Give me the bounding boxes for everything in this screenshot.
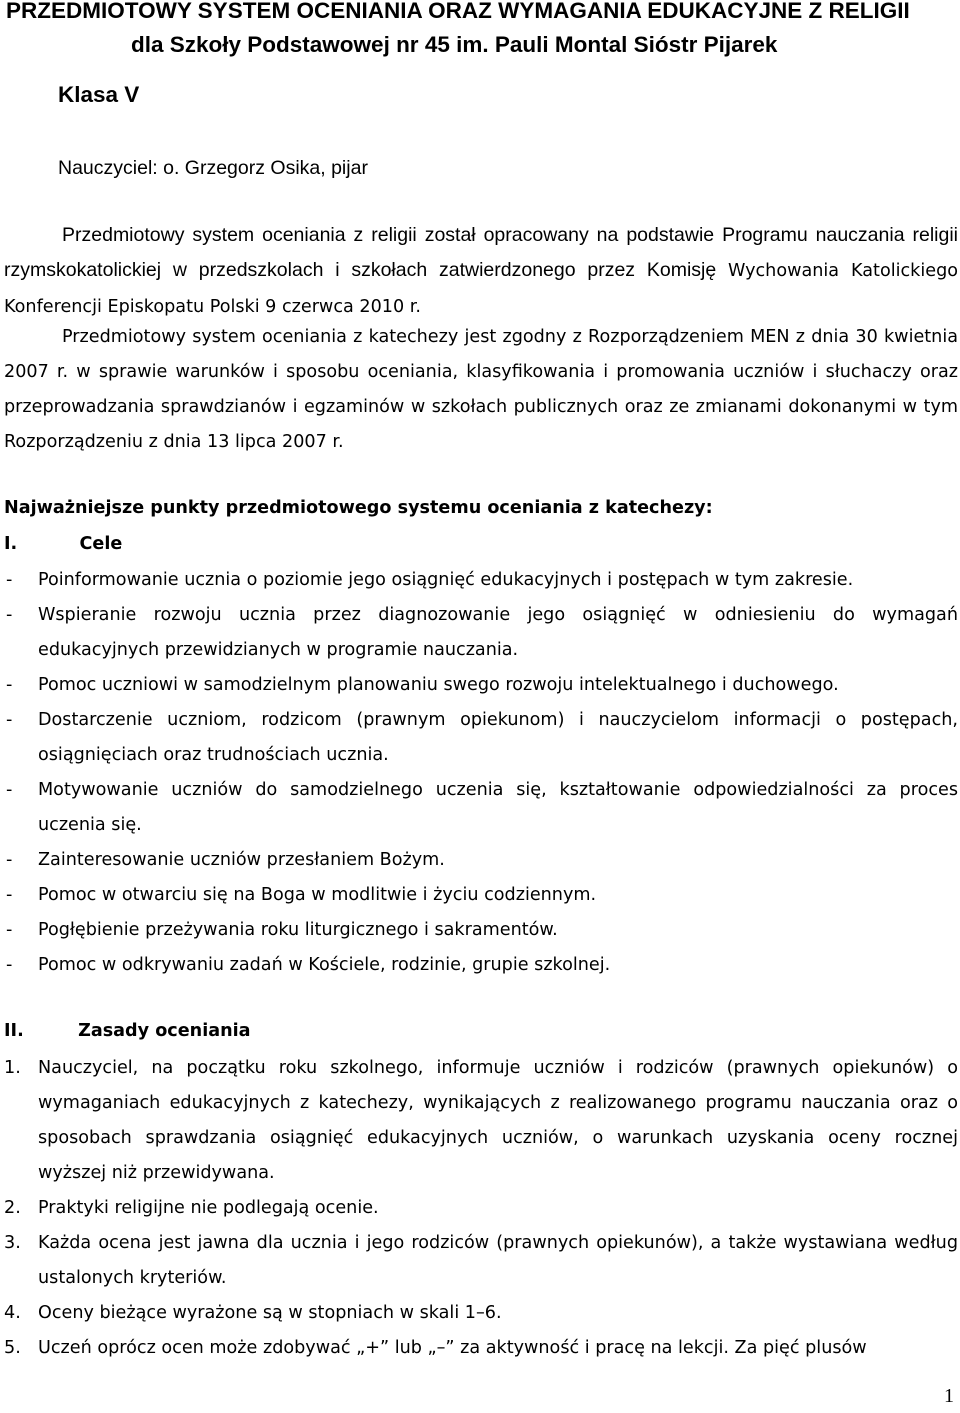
list-item: 5. Uczeń oprócz ocen może zdobywać „+” lub „–” za aktywność i pracę na lekcji. Za pięć plusów: [4, 1338, 867, 1358]
list-item: - Wspieranie rozwoju ucznia przez diagnozowanie jego osiągnięć w odniesieniu do wymagań edukacyjnych przewidzianych w programie nauczania.: [0, 598, 958, 668]
bullet-dash: -: [6, 675, 13, 695]
bullet-dash: -: [6, 850, 13, 870]
intro-paragraph-1: [4, 218, 958, 325]
list-item: - Motywowanie uczniów do samodzielnego uczenia się, kształtowanie odpowiedzialności za proces uczenia się.: [0, 773, 958, 843]
list-item: - Pogłębienie przeżywania roku liturgicznego i sakramentów.: [0, 913, 958, 948]
section-2-title: Zasady oceniania: [78, 1021, 251, 1041]
bullet-dash: -: [6, 885, 13, 905]
list-item: - Pomoc uczniowi w samodzielnym planowaniu swego rozwoju intelektualnego i duchowego.: [0, 668, 958, 703]
goals-list: [0, 563, 958, 983]
list-item: 3. Każda ocena jest jawna dla ucznia i jego rodziców (prawnych opiekunów), a także wystawiana według ustalonych kryteriów.: [4, 1233, 958, 1288]
intro-paragraph-2: Przedmiotowy system oceniania z katechezy jest zgodny z Rozporządzeniem MEN z dnia 30 kwietnia 2007 r. w sprawie warunków i sposobu oceniania, klasyfikowania i promowania uczniów i słuchaczy oraz przeprowadzania sprawdzianów i egzaminów w szkołach publicznych oraz ze zmianami dokonanymi w tym Rozporządzeniu z dnia 13 lipca 2007 r.: [4, 327, 958, 452]
class-label: Klasa V: [58, 82, 140, 107]
list-item: - Pomoc w odkrywaniu zadań w Kościele, rodzinie, grupie szkolnej.: [0, 948, 958, 983]
section-1-heading: [4, 534, 122, 554]
list-item: - Zainteresowanie uczniów przesłaniem Bożym.: [0, 843, 958, 878]
list-item: 2. Praktyki religijne nie podlegają ocenie.: [4, 1198, 379, 1218]
list-item: 4. Oceny bieżące wyrażone są w stopniach w skali 1–6.: [4, 1303, 502, 1323]
list-item: - Pomoc w otwarciu się na Boga w modlitwie i życiu codziennym.: [0, 878, 958, 913]
section-2-number: II.: [4, 1021, 24, 1041]
bullet-dash: -: [6, 955, 13, 975]
section-heading: Najważniejsze punkty przedmiotowego systemu oceniania z katechezy:: [4, 498, 713, 518]
section-1-title: Cele: [79, 534, 123, 554]
bullet-dash: -: [6, 605, 13, 625]
section-2-heading: [4, 1021, 251, 1041]
page-number: 1: [944, 1385, 954, 1407]
bullet-dash: -: [6, 710, 13, 730]
document-title: PRZEDMIOTOWY SYSTEM OCENIANIA ORAZ WYMAGANIA EDUKACYJNE Z RELIGII: [6, 0, 910, 23]
intro-paragraph-1-start: Przedmiotowy system oceniania z religii został opracowany na podstawie Programu nauczania religii rzymskokatolickiej w przedszkolach i szkołach zatwierdzonego przez Komisję: [4, 224, 958, 281]
rules-list: [0, 1051, 958, 1366]
section-1-number: I.: [4, 534, 18, 554]
bullet-dash: -: [6, 780, 13, 800]
intro-paragraph-1-end: Wychowania Katolickiego Konferencji Episkopatu Polski 9 czerwca 2010 r.: [4, 261, 958, 317]
teacher-line: Nauczyciel: o. Grzegorz Osika, pijar: [58, 157, 368, 179]
document-subtitle: dla Szkoły Podstawowej nr 45 im. Pauli Montal Sióstr Pijarek: [131, 32, 778, 57]
bullet-dash: -: [6, 920, 13, 940]
list-item: - Poinformowanie ucznia o poziomie jego osiągnięć edukacyjnych i postępach w tym zakresie.: [0, 563, 958, 598]
bullet-dash: -: [6, 570, 13, 590]
list-item: - Dostarczenie uczniom, rodzicom (prawnym opiekunom) i nauczycielom informacji o postępach, osiągnięciach oraz trudnościach ucznia.: [0, 703, 958, 773]
list-item: 1. Nauczyciel, na początku roku szkolnego, informuje uczniów i rodziców (prawnych opiekunów) o wymaganiach edukacyjnych z katechezy, wynikających z realizowanego programu nauczania oraz o sposobach sprawdzania osiągnięć edukacyjnych uczniów, o warunkach uzyskania oceny rocznej wyższej niż przewidywana.: [4, 1058, 958, 1183]
